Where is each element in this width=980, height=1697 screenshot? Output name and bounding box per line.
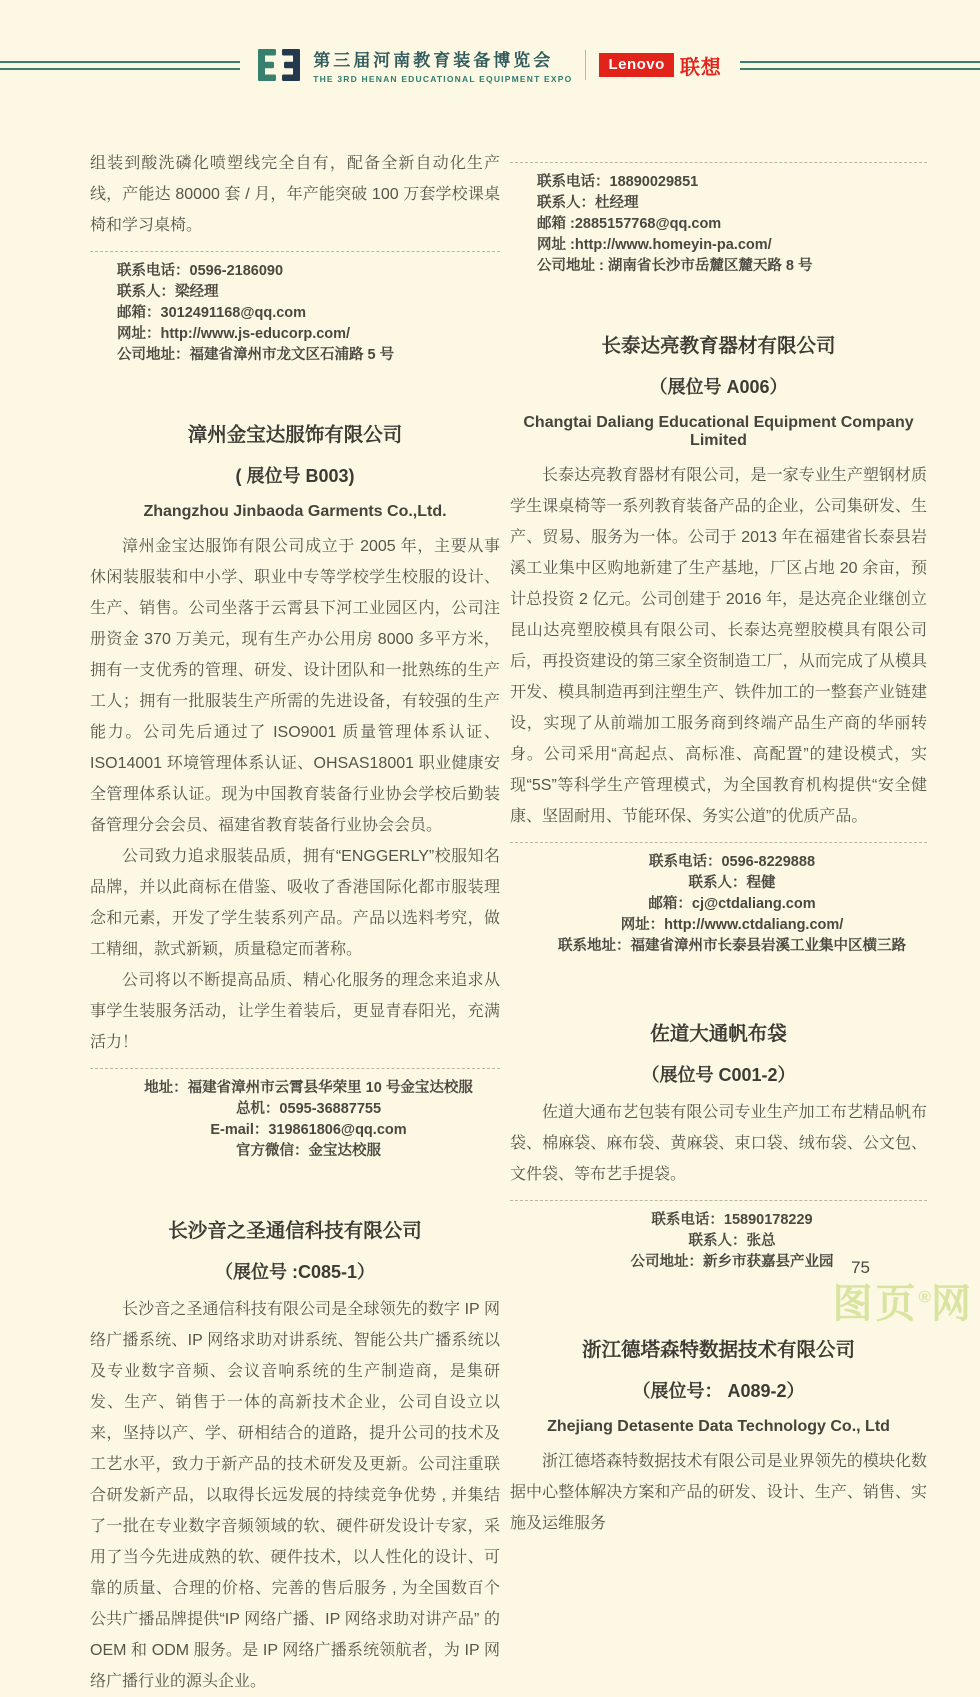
expo-e3-logo-icon: [258, 49, 300, 81]
expo-title: [313, 46, 572, 84]
contact-address: 地址：福建省漳州市云霄县华荣里 10 号金宝达校服: [144, 1080, 473, 1096]
company-section-yinzhisheng: [90, 1218, 500, 1697]
expo-logo-cluster: [240, 46, 740, 84]
booth-number: ( 展位号 B003): [235, 466, 355, 486]
right-column: [510, 148, 927, 1539]
contact-block-daliang: [510, 842, 927, 957]
registered-mark-icon: ®: [918, 1287, 931, 1307]
contact-email: E-mail：319861806@qq.com: [210, 1122, 407, 1138]
intro-paragraph: 组装到酸洗磷化喷塑线完全自有，配备全新自动化生产线，产能达 80000 套 / 月，年产能突破 100 万套学校课桌椅和学习桌椅。: [90, 155, 500, 234]
company-section-detasente: [510, 1337, 927, 1539]
page-header: [0, 46, 980, 84]
company-paragraph: 长沙音之圣通信科技有限公司是全球领先的数字 IP 网络广播系统、IP 网络求助对讲系统、智能公共广播系统以及专业数字音频、会议音响系统的生产制造商，是集研发、生产、销售于一体的高新技术企业，公司自设立以来，坚持以产、学、研相结合的道路，提升公司的技术及工艺水平，致力于新产品的技术研发及更新。公司注重联合研发新产品，以取得长远发展的持续竞争优势 , 并集结了一批在专业数字音频领域的软、硬件研发设计专家，采用了当今先进成熟的软、硬件技术，以人性化的设计、可靠的质量、合理的价格、完善的售后服务 , 为全国数百个公共广播品牌提供“IP 网络广播、IP 网络求助对讲产品” 的 OEM 和 ODM 服务。是 IP 网络广播系统领航者，为 IP 网络广播行业的源头企业。: [90, 1301, 500, 1690]
contact-address: 公司地址：新乡市获嘉县产业园: [630, 1254, 834, 1270]
company-paragraph: 公司将以不断提高品质、精心化服务的理念来追求从事学生装服务活动，让学生着装后，更显青春阳光，充满活力！: [90, 972, 500, 1051]
contact-address: 联系地址：福建省漳州市长泰县岩溪工业集中区横三路: [558, 938, 906, 954]
watermark-text-left: 图页: [832, 1282, 919, 1326]
booth-number: （展位号 C001-2）: [641, 1065, 796, 1085]
company-name-en: Zhejiang Detasente Data Technology Co., Ltd: [547, 1418, 890, 1435]
expo-title-cn: 第三届河南教育装备博览会: [313, 51, 554, 70]
contact-person: 联系人：张总: [688, 1233, 776, 1249]
lenovo-logo: [599, 51, 721, 80]
header-rule-left: [0, 61, 240, 70]
company-name: 佐道大通帆布袋: [650, 1023, 787, 1045]
company-name: 长沙音之圣通信科技有限公司: [168, 1220, 422, 1242]
company-section-daliang: [510, 333, 927, 957]
contact-website: 网址 :http://www.homeyin-pa.com/: [537, 237, 772, 253]
company-name: 浙江德塔森特数据技术有限公司: [581, 1339, 855, 1361]
contact-email: 邮箱：cj@ctdaliang.com: [648, 896, 816, 912]
contact-website: 网址：http://www.js-educorp.com/: [117, 326, 351, 342]
contact-phone: 联系电话：0596-2186090: [117, 263, 284, 279]
contact-person: 联系人：杜经理: [537, 195, 639, 211]
contact-phone: 联系电话：0596-8229888: [648, 854, 816, 870]
contact-email: 邮箱：3012491168@qq.com: [117, 305, 307, 321]
company-section-zuodao: [510, 1021, 927, 1273]
left-column: [90, 148, 500, 1697]
watermark: [832, 1284, 974, 1324]
company-paragraph: 公司致力追求服装品质，拥有“ENGGERLY”校服知名品牌，并以此商标在借鉴、吸收了香港国际化都市服装理念和元素，开发了学生装系列产品。产品以选料考究，做工精细，款式新颖，质量稳定而著称。: [90, 848, 500, 958]
company-name-en: Changtai Daliang Educational Equipment Company Limited: [523, 414, 914, 449]
contact-block-jinbaoda: [90, 1068, 500, 1162]
expo-title-en: THE 3RD HENAN EDUCATIONAL EQUIPMENT EXPO: [313, 74, 573, 84]
contact-website: 网址：http://www.ctdaliang.com/: [620, 917, 844, 933]
company-name: 长泰达亮教育器材有限公司: [601, 335, 836, 357]
contact-email: 邮箱 :2885157768@qq.com: [537, 216, 722, 232]
contact-phone: 联系电话：18890029851: [537, 174, 699, 190]
contact-block-js-educorp: [90, 251, 500, 366]
lenovo-wordmark: Lenovo: [599, 53, 673, 77]
company-paragraph: 佐道大通布艺包装有限公司专业生产加工布艺精品帆布袋、棉麻袋、麻布袋、黄麻袋、束口袋、绒布袋、公文包、文件袋、等布艺手提袋。: [510, 1104, 927, 1183]
company-paragraph: 长泰达亮教育器材有限公司，是一家专业生产塑钢材质学生课桌椅等一系列教育装备产品的企业，公司集研发、生产、贸易、服务为一体。公司于 2013 年在福建省长泰县岩溪工业集中区购地新建了生产基地，厂区占地 20 余亩，预计总投资 2 亿元。公司创建于 2016 年，是达亮企业继创立昆山达亮塑胶模具有限公司、长泰达亮塑胶模具有限公司后，再投资建设的第三家全资制造工厂，从而完成了从模具开发、模具制造再到注塑生产、铁件加工的一整套产业链建设，实现了从前端加工服务商到终端产品生产商的华丽转身。公司采用“高起点、高标准、高配置”的建设模式，实现“5S”等科学生产管理模式，为全国教育机构提供“安全健康、坚固耐用、节能环保、务实公道”的优质产品。: [510, 467, 927, 825]
contact-phone: 总机：0595-36887755: [235, 1101, 382, 1117]
contact-address: 公司地址：福建省漳州市龙文区石浦路 5 号: [117, 347, 395, 363]
contact-address: 公司地址 : 湖南省长沙市岳麓区麓天路 8 号: [537, 258, 813, 274]
lenovo-cn-label: 联想: [679, 56, 722, 79]
watermark-text-right: 网: [931, 1282, 974, 1326]
contact-person: 联系人：梁经理: [117, 284, 219, 300]
page-number: 75: [851, 1258, 870, 1277]
company-paragraph: 浙江德塔森特数据技术有限公司是业界领先的模块化数据中心整体解决方案和产品的研发、设计、生产、销售、实施及运维服务: [510, 1453, 927, 1532]
contact-person: 联系人：程健: [688, 875, 776, 891]
booth-number: （展位号： A089-2）: [632, 1381, 805, 1401]
company-name-en: Zhangzhou Jinbaoda Garments Co.,Ltd.: [143, 503, 447, 520]
booth-number: （展位号 A006）: [649, 377, 788, 397]
booth-number: （展位号 :C085-1）: [214, 1262, 376, 1282]
header-rule-right: [740, 61, 980, 70]
contact-wechat: 官方微信：金宝达校服: [236, 1143, 381, 1159]
company-name: 漳州金宝达服饰有限公司: [187, 424, 403, 446]
contact-block-homeyin: [510, 162, 927, 277]
company-section-jinbaoda: [90, 422, 500, 1162]
logo-divider: [585, 50, 586, 80]
contact-phone: 联系电话：15890178229: [651, 1212, 813, 1228]
company-paragraph: 漳州金宝达服饰有限公司成立于 2005 年，主要从事休闲装服装和中小学、职业中专等学校学生校服的设计、生产、销售。公司坐落于云霄县下河工业园区内，公司注册资金 370 万美元，现有生产办公用房 8000 多平方米，拥有一支优秀的管理、研发、设计团队和一批熟练的生产工人；拥有一批服装生产所需的先进设备，有较强的生产能力。公司先后通过了 ISO9001 质量管理体系认证、ISO14001 环境管理体系认证、OHSAS18001 职业健康安全管理体系认证。现为中国教育装备行业协会学校后勤装备管理分会会员、福建省教育装备行业协会会员。: [90, 538, 500, 834]
